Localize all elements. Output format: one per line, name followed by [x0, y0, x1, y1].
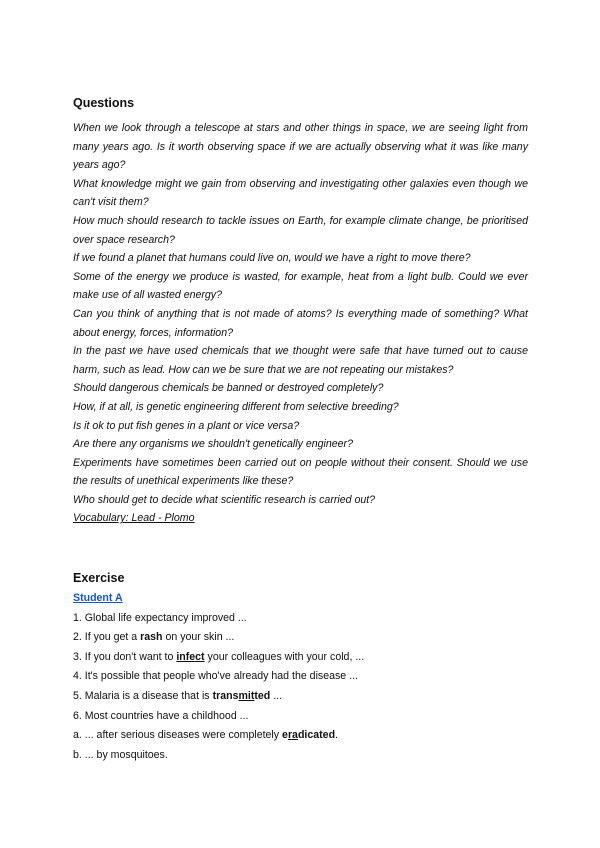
question-item: In the past we have used chemicals that we thought were safe that have turned out to cause harm, such as lead. How can we be sure that we are not repeating our mistakes?: [73, 345, 528, 376]
exercise-item-a: [73, 726, 528, 746]
question-item: Is it ok to put fish genes in a plant or vice versa?: [73, 419, 300, 432]
exercise-item-4: 4. It's possible that people who've already had the disease ...: [73, 670, 358, 683]
item-text: .: [335, 729, 338, 742]
question-item: When we look through a telescope at stars and other things in space, we are seeing light from many years ago. Is it worth observing space if we are actually observing what it was like many years ago?: [73, 122, 528, 172]
exercise-heading: Exercise: [73, 571, 125, 585]
question-item: Are there any organisms we shouldn't genetically engineer?: [73, 438, 353, 451]
vocab-word-rash: rash: [140, 631, 163, 644]
exercise-item-6: 6. Most countries have a childhood ...: [73, 709, 249, 722]
question-item: Should dangerous chemicals be banned or destroyed completely?: [73, 382, 384, 395]
question-item: Experiments have sometimes been carried out on people without their consent. Should we use the results of unethical experiments like these?: [73, 456, 528, 488]
exercise-item-b: b. ... by mosquitoes.: [73, 748, 168, 761]
vocab-word-eradicated: [282, 729, 335, 741]
word-stress: mit: [238, 689, 255, 702]
question-item: Some of the energy we produce is wasted, for example, heat from a light bulb. Could we ever make use of all wasted energy?: [73, 270, 528, 302]
item-text: on your skin ...: [162, 631, 235, 644]
vocabulary-note: [73, 509, 528, 528]
exercise-item-2: [73, 628, 528, 648]
word-part: dicated: [297, 729, 336, 742]
item-text: 3. If you don't want to: [73, 650, 177, 663]
vocab-word-infect: infect: [176, 650, 205, 663]
question-item: If we found a planet that humans could live on, would we have a right to move there?: [73, 252, 471, 265]
word-part: e: [282, 729, 288, 742]
question-item: Can you think of anything that is not made of atoms? Is everything made of something? What about energy, forces, information?: [73, 307, 528, 339]
item-text: 2. If you get a: [73, 631, 141, 644]
word-part: ted: [254, 689, 271, 702]
exercise-list: [73, 589, 528, 765]
vocabulary-text: Vocabulary: Lead - Plomo: [73, 512, 195, 525]
questions-list: [73, 119, 528, 528]
item-text: your colleagues with your cold, ...: [204, 650, 365, 663]
exercise-item-3: [73, 648, 528, 668]
exercise-item-1: 1. Global life expectancy improved ...: [73, 611, 247, 624]
word-part: trans: [212, 689, 239, 702]
question-item: How, if at all, is genetic engineering different from selective breeding?: [73, 400, 399, 413]
exercise-item-5: [73, 687, 528, 707]
question-item: Who should get to decide what scientific research is carried out?: [73, 493, 376, 506]
item-text: ...: [270, 689, 283, 702]
questions-heading: Questions: [73, 96, 135, 110]
item-text: a. ... after serious diseases were completely: [73, 729, 283, 742]
question-item: How much should research to tackle issues on Earth, for example climate change, be prioritised over space research?: [73, 214, 528, 246]
word-stress: ra: [287, 729, 298, 742]
student-a-link[interactable]: Student A: [73, 592, 123, 604]
question-item: What knowledge might we gain from observing and investigating other galaxies even though we can't visit them?: [73, 177, 528, 209]
vocab-word-transmitted: [213, 690, 271, 702]
item-text: 5. Malaria is a disease that is: [73, 689, 213, 702]
